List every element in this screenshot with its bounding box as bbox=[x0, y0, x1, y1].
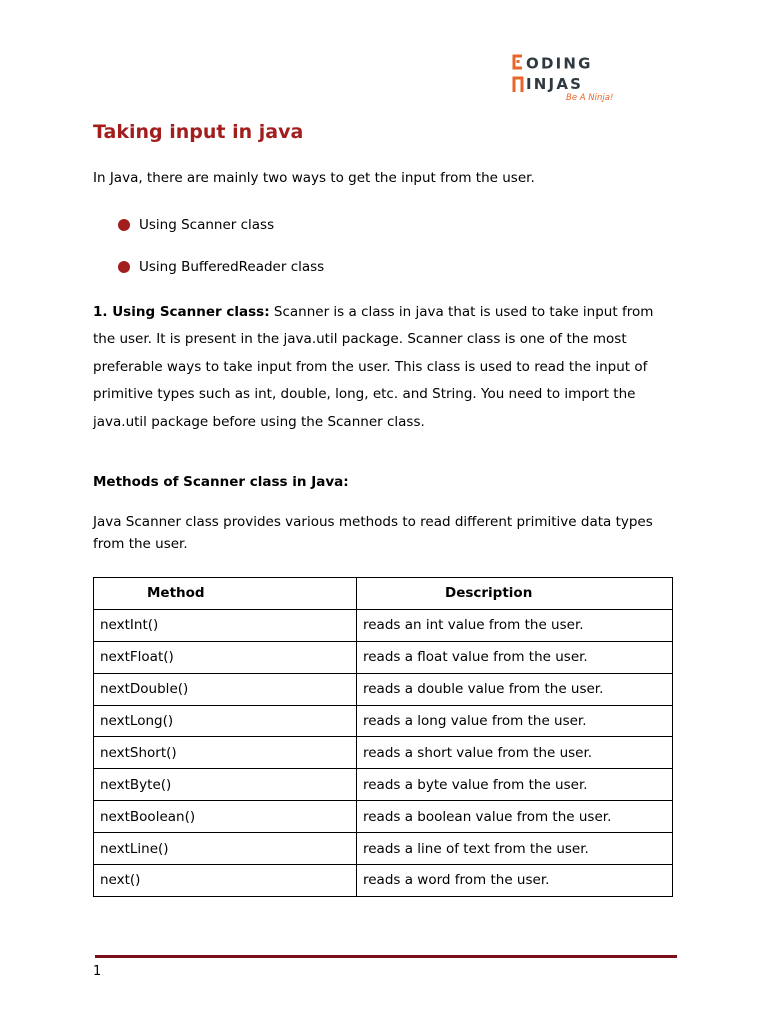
svg-text:ODING: ODING bbox=[526, 54, 593, 73]
method-cell: nextFloat() bbox=[94, 641, 357, 673]
method-cell: nextBoolean() bbox=[94, 801, 357, 833]
bullet-icon bbox=[118, 261, 130, 273]
scanner-section-body: Scanner is a class in java that is used to take input from the user. It is present in the java.util package. Scanner class is one of the most preferable ways to take input from the user. This class is used to read the input of primitive types such as int, double, long, etc. and String. You need to import the java.util package before using the Scanner class. bbox=[93, 304, 654, 430]
bullet-list bbox=[118, 212, 324, 296]
description-cell: reads a short value from the user. bbox=[357, 737, 673, 769]
method-cell: nextLine() bbox=[94, 833, 357, 865]
table-row bbox=[94, 865, 673, 897]
description-cell: reads a long value from the user. bbox=[357, 705, 673, 737]
column-header-description: Description bbox=[357, 578, 673, 610]
description-cell: reads an int value from the user. bbox=[357, 609, 673, 641]
bullet-label: Using BufferedReader class bbox=[139, 259, 325, 275]
description-cell: reads a word from the user. bbox=[357, 865, 673, 897]
description-cell: reads a byte value from the user. bbox=[357, 769, 673, 801]
method-cell: next() bbox=[94, 865, 357, 897]
footer-divider bbox=[95, 955, 677, 958]
method-cell: nextShort() bbox=[94, 737, 357, 769]
table-row bbox=[94, 705, 673, 737]
methods-heading: Methods of Scanner class in Java: bbox=[93, 474, 349, 490]
list-item bbox=[118, 212, 324, 254]
scanner-section-paragraph bbox=[93, 299, 673, 436]
table-row bbox=[94, 833, 673, 865]
methods-intro: Java Scanner class provides various methods to read different primitive data types from the user. bbox=[93, 514, 653, 552]
table-row bbox=[94, 673, 673, 705]
table-row bbox=[94, 801, 673, 833]
description-cell: reads a line of text from the user. bbox=[357, 833, 673, 865]
methods-table bbox=[93, 577, 673, 897]
description-cell: reads a boolean value from the user. bbox=[357, 801, 673, 833]
bullet-icon bbox=[118, 219, 130, 231]
table-row bbox=[94, 737, 673, 769]
table-row bbox=[94, 641, 673, 673]
bullet-label: Using Scanner class bbox=[139, 217, 275, 233]
list-item bbox=[118, 254, 324, 296]
scanner-section-lead: 1. Using Scanner class: bbox=[93, 304, 270, 320]
table-header-row bbox=[94, 578, 673, 610]
table-row bbox=[94, 609, 673, 641]
column-header-method: Method bbox=[94, 578, 357, 610]
page-title: Taking input in java bbox=[93, 121, 304, 143]
intro-text: In Java, there are mainly two ways to get the input from the user. bbox=[93, 170, 535, 186]
coding-ninjas-logo bbox=[512, 52, 632, 104]
method-cell: nextDouble() bbox=[94, 673, 357, 705]
description-cell: reads a double value from the user. bbox=[357, 673, 673, 705]
coding-ninjas-logo-icon bbox=[512, 52, 632, 104]
method-cell: nextByte() bbox=[94, 769, 357, 801]
table-row bbox=[94, 769, 673, 801]
svg-text:Be A Ninja!: Be A Ninja! bbox=[566, 93, 614, 103]
description-cell: reads a float value from the user. bbox=[357, 641, 673, 673]
svg-text:INJAS: INJAS bbox=[526, 75, 584, 93]
method-cell: nextInt() bbox=[94, 609, 357, 641]
method-cell: nextLong() bbox=[94, 705, 357, 737]
page-number: 1 bbox=[93, 964, 102, 979]
